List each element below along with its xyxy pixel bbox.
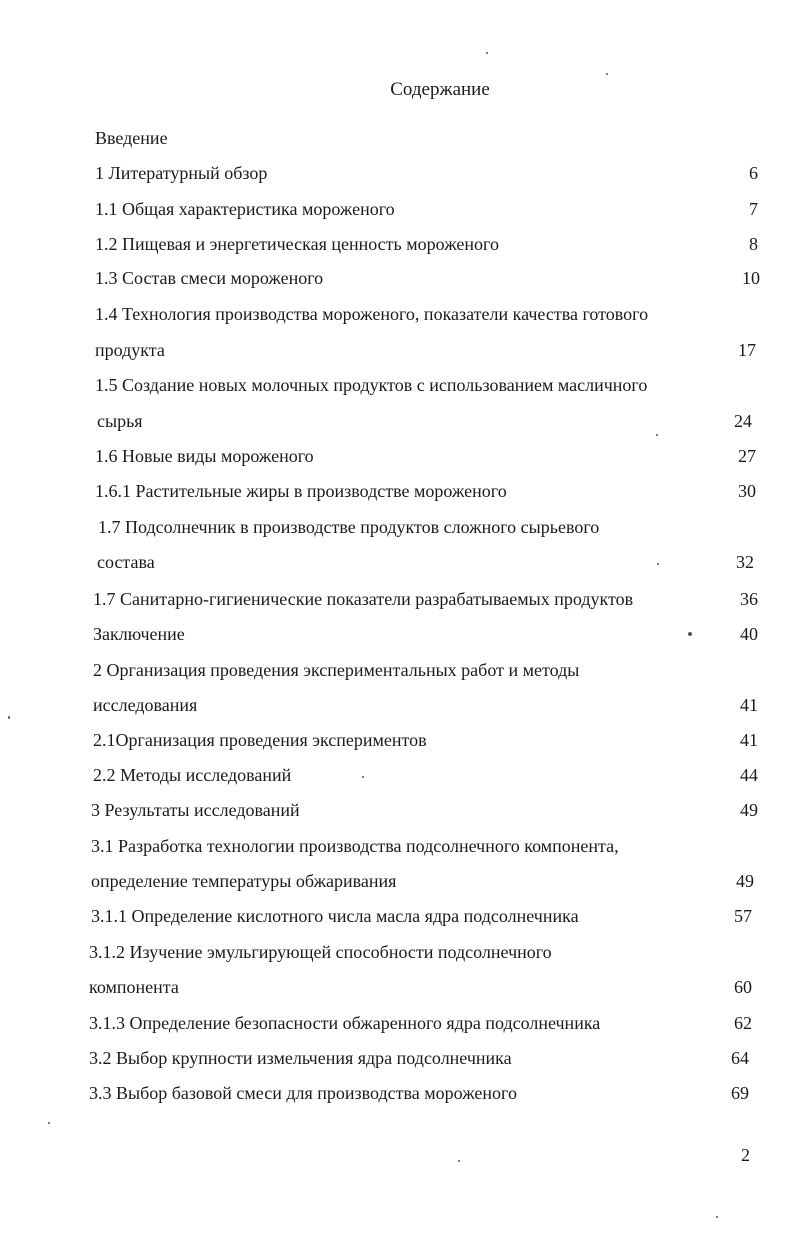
- toc-entry-text: 3.3 Выбор базовой смеси для производства мороженого: [89, 1083, 517, 1103]
- toc-entry-page: 24: [734, 411, 752, 431]
- toc-entry-text: 3.1.3 Определение безопасности обжаренного ядра подсолнечника: [89, 1013, 601, 1033]
- scan-speck: [8, 716, 10, 719]
- toc-entry-text: 3.2 Выбор крупности измельчения ядра подсолнечника: [89, 1048, 512, 1068]
- toc-entry-text: исследования: [93, 695, 198, 715]
- scan-speck: [657, 563, 659, 565]
- toc-entry-text: 1.6 Новые виды мороженого: [95, 446, 314, 466]
- toc-entry-text: 1.7 Санитарно-гигиенические показатели разрабатываемых продуктов: [93, 589, 634, 609]
- toc-entry-page: 57: [734, 906, 752, 926]
- toc-entry-text: 1.1 Общая характеристика мороженого: [95, 199, 395, 219]
- toc-entry-page: 44: [740, 765, 758, 785]
- toc-entry-page: 64: [731, 1048, 749, 1068]
- scan-speck: [606, 73, 608, 75]
- toc-entry-text: 3.1 Разработка технологии производства подсолнечного компонента,: [91, 836, 619, 856]
- scan-speck: [362, 776, 364, 778]
- scan-speck: [458, 1160, 460, 1162]
- toc-entry-page: 49: [736, 871, 754, 891]
- toc-entry-page: 10: [742, 268, 760, 288]
- toc-entry-text: состава: [97, 552, 155, 572]
- toc-entry-text: Заключение: [93, 624, 185, 644]
- toc-entry-page: 8: [749, 234, 758, 254]
- toc-entry-page: 69: [731, 1083, 749, 1103]
- toc-entry-text: 3 Результаты исследований: [91, 800, 300, 820]
- scan-speck: [656, 434, 658, 436]
- toc-entry-page: 60: [734, 977, 752, 997]
- toc-entry-text: 2.2 Методы исследований: [93, 765, 292, 785]
- toc-entry-text: 1.5 Создание новых молочных продуктов с использованием масличного: [95, 375, 648, 395]
- toc-entry-page: 27: [738, 446, 756, 466]
- toc-entry-page: 62: [734, 1013, 752, 1033]
- scan-speck: [688, 632, 692, 636]
- toc-entry-text: 1 Литературный обзор: [95, 163, 268, 183]
- toc-entry-text: 2 Организация проведения экспериментальных работ и методы: [93, 660, 580, 680]
- toc-entry-text: 1.7 Подсолнечник в производстве продуктов сложного сырьевого: [98, 517, 600, 537]
- toc-entry-page: 49: [740, 800, 758, 820]
- toc-entry-text: 3.1.1 Определение кислотного числа масла ядра подсолнечника: [91, 906, 579, 926]
- toc-entry-text: продукта: [95, 340, 165, 360]
- toc-entry-page: 6: [749, 163, 758, 183]
- toc-entry-page: 41: [740, 730, 758, 750]
- toc-entry-text: определение температуры обжаривания: [91, 871, 397, 891]
- toc-entry-text: 1.3 Состав смеси мороженого: [95, 268, 324, 288]
- toc-entry-page: 7: [749, 199, 758, 219]
- toc-entry-page: 17: [738, 340, 756, 360]
- scan-speck: [716, 1216, 718, 1218]
- scan-speck: [486, 52, 488, 54]
- page-number: 2: [741, 1145, 750, 1165]
- toc-entry-text: Введение: [95, 128, 168, 148]
- page-title: Содержание: [390, 79, 490, 100]
- toc-entry-page: 41: [740, 695, 758, 715]
- toc-entry-page: 36: [740, 589, 758, 609]
- toc-entry-page: 40: [740, 624, 758, 644]
- toc-entry-text: 1.6.1 Растительные жиры в производстве мороженого: [95, 481, 507, 501]
- toc-entry-text: компонента: [89, 977, 179, 997]
- toc-entry-text: сырья: [97, 411, 143, 431]
- toc-entry-text: 1.4 Технология производства мороженого, показатели качества готового: [95, 304, 649, 324]
- toc-entry-text: 1.2 Пищевая и энергетическая ценность мороженого: [95, 234, 499, 254]
- scan-speck: [48, 1122, 50, 1124]
- toc-entry-page: 32: [736, 552, 754, 572]
- toc-entry-page: 30: [738, 481, 756, 501]
- toc-entry-text: 2.1Организация проведения экспериментов: [93, 730, 427, 750]
- toc-entry-text: 3.1.2 Изучение эмульгирующей способности подсолнечного: [89, 942, 552, 962]
